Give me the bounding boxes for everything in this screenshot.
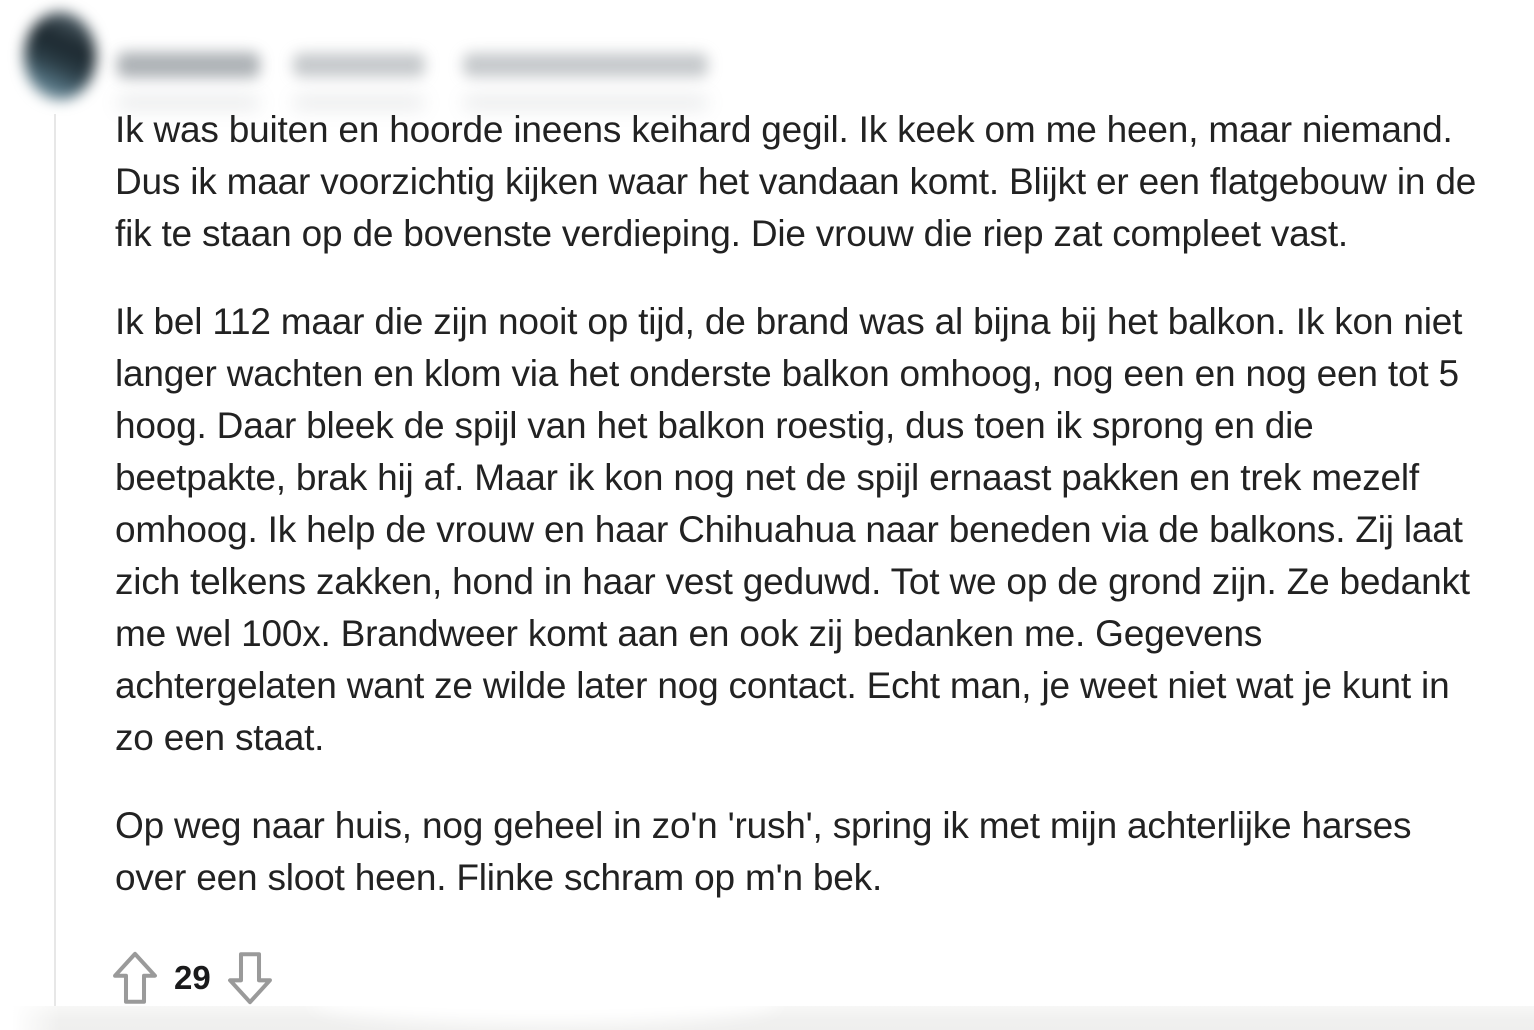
downvote-icon xyxy=(227,948,273,1008)
vote-controls xyxy=(110,946,275,1010)
username-redacted[interactable] xyxy=(117,52,260,78)
upvote-icon xyxy=(112,948,158,1008)
comment-timestamp-redacted xyxy=(293,53,425,77)
bottom-strip-left-fade xyxy=(0,1006,60,1030)
whited-out-region xyxy=(310,972,780,1024)
upvote-button[interactable] xyxy=(110,946,160,1010)
next-element-edge xyxy=(0,1006,1534,1030)
comment-paragraph: Ik bel 112 maar die zijn nooit op tijd, de brand was al bijna bij het balkon. Ik kon niet langer wachten en klom via het onderste balkon omhoog, nog een en nog een tot 5 hoog. Daar bleek de spijl van het balkon roestig, dus toen ik sprong en die beetpakte, brak hij af. Maar ik kon nog net de spijl ernaast pakken en trek mezelf omhoog. Ik help de vrouw en haar Chihuahua naar beneden via de balkons. Zij laat zich telkens zakken, hond in haar vest geduwd. Tot we op de grond zijn. Ze bedankt me wel 100x. Brandweer komt aan en ook zij bedanken me. Gegevens achtergelaten want ze wilde later nog contact. Echt man, je weet niet wat je kunt in zo een staat. xyxy=(115,301,1470,758)
comment-collapse-line[interactable] xyxy=(54,114,56,1010)
comment-edited-timestamp-redacted xyxy=(463,53,708,77)
comment-paragraph: Op weg naar huis, nog geheel in zo'n 'rush', spring ik met mijn achterlijke harses over een sloot heen. Flinke schram op m'n bek. xyxy=(115,805,1412,898)
vote-count: 29 xyxy=(174,959,211,996)
comment-paragraph: Ik was buiten en hoorde ineens keihard gegil. Ik keek om me heen, maar niemand. Dus ik maar voorzichtig kijken waar het vandaan komt. Blijkt er een flatgebouw in de fik te staan op de bovenste verdieping. Die vrouw die riep zat compleet vast. xyxy=(115,109,1477,254)
downvote-button[interactable] xyxy=(225,946,275,1010)
avatar[interactable] xyxy=(24,12,96,100)
comment-body xyxy=(115,104,1485,940)
